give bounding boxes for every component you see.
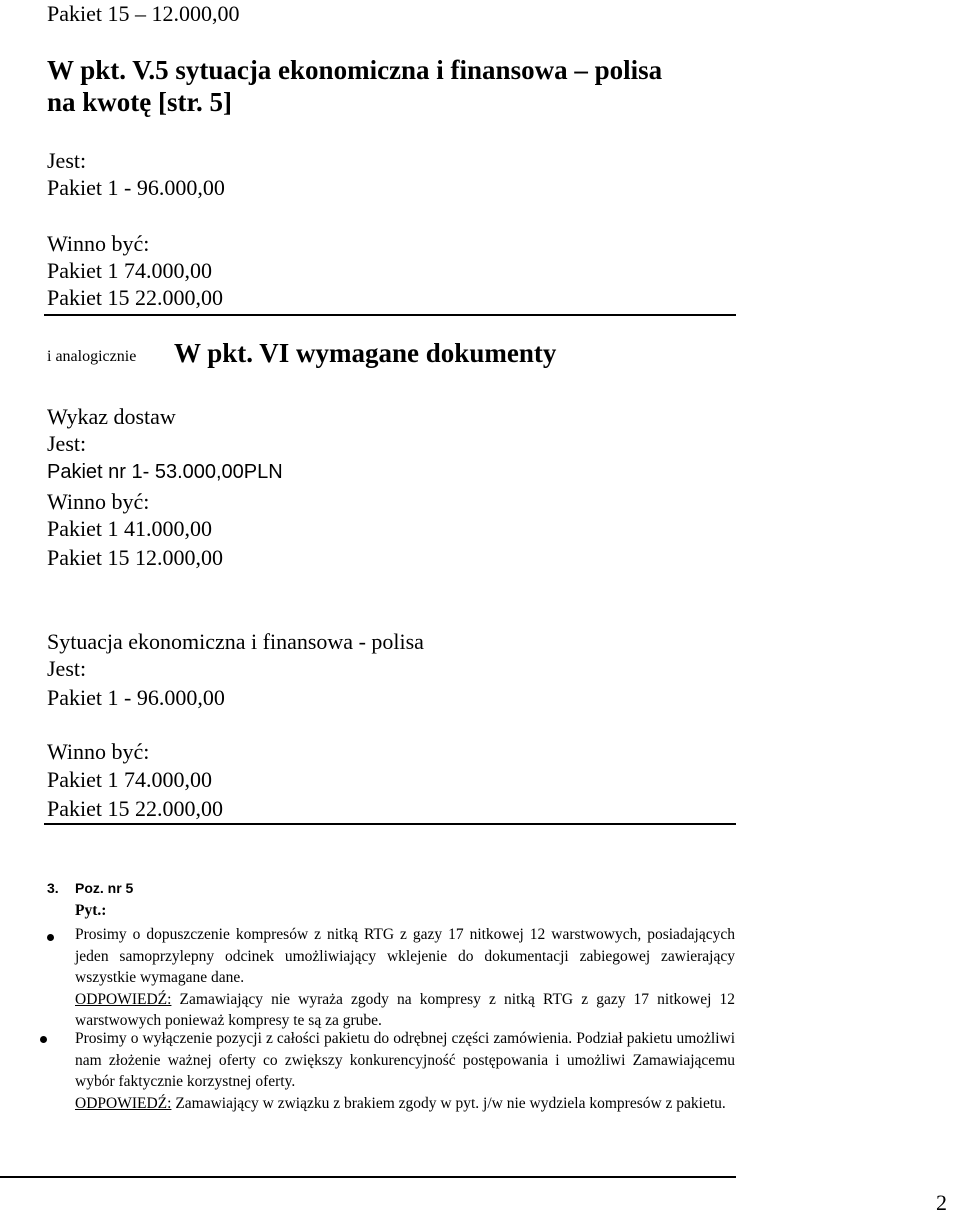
question-item-1-answer: Zamawiający nie wyraża zgody na kompresy z nitką RTG z gazy 17 nitkowej 12 warstwowych ponieważ kompresy te są za grube. xyxy=(75,990,736,1029)
question-item-1-text: Prosimy o dopuszczenie kompresów z nitką RTG z gazy 17 nitkowej 12 warstwowych, posiadających jeden samoprzylepny odcinek umożliwiający wklejenie do dokumentacji zabiegowej zawierający wszystkie wymagane dane. xyxy=(75,926,735,986)
section-polisa-winno-value-1: Pakiet 1 74.000,00 xyxy=(47,767,212,792)
question-item-2 xyxy=(75,1028,735,1114)
section-v5-jest: Jest: xyxy=(47,148,87,173)
divider-rule xyxy=(44,823,736,825)
section-v5-heading-line2: na kwotę [str. 5] xyxy=(47,87,232,117)
section-vi-winno-value-2: Pakiet 15 12.000,00 xyxy=(47,545,223,570)
section-v5-winno: Winno być: xyxy=(47,231,150,256)
footer-rule xyxy=(0,1176,736,1178)
question-item-2-text: Prosimy o wyłączenie pozycji z całości pakietu do odrębnej części zamówienia. Podział pakietu umożliwi nam złożenie ważnej oferty co zwiększy konkurencyjność postępowania i umożliwi Zamawiającemu wybór faktycznie korzystnej oferty. xyxy=(75,1030,735,1090)
question-item-2-answer: Zamawiający w związku z brakiem zgody w pyt. j/w nie wydziela kompresów z pakietu. xyxy=(175,1094,726,1112)
answer-label: ODPOWIEDŹ: xyxy=(75,1094,172,1112)
question-position: Poz. nr 5 xyxy=(75,880,134,896)
section-v5-heading-line1: W pkt. V.5 sytuacja ekonomiczna i finansowa – polisa xyxy=(47,55,663,85)
section-vi-subtitle: Wykaz dostaw xyxy=(47,404,176,429)
question-item-1 xyxy=(75,924,735,1032)
section-vi-prefix: i analogicznie xyxy=(47,348,137,365)
section-polisa-subtitle: Sytuacja ekonomiczna i finansowa - polisa xyxy=(47,629,424,654)
section-polisa-jest: Jest: xyxy=(47,656,87,681)
page-number: 2 xyxy=(936,1190,947,1215)
section-vi-winno: Winno być: xyxy=(47,489,150,514)
top-line: Pakiet 15 – 12.000,00 xyxy=(47,1,240,26)
question-label: Pyt.: xyxy=(75,902,107,919)
section-vi-heading: W pkt. VI wymagane dokumenty xyxy=(174,338,557,368)
section-v5-winno-value-2: Pakiet 15 22.000,00 xyxy=(47,285,223,310)
section-polisa-winno-value-2: Pakiet 15 22.000,00 xyxy=(47,796,223,821)
section-v5-winno-value-1: Pakiet 1 74.000,00 xyxy=(47,258,212,283)
divider-rule xyxy=(44,314,736,316)
answer-label: ODPOWIEDŹ: xyxy=(75,990,172,1008)
question-number: 3. xyxy=(47,880,59,896)
section-polisa-winno: Winno być: xyxy=(47,739,150,764)
section-vi-winno-value-1: Pakiet 1 41.000,00 xyxy=(47,516,212,541)
section-vi-jest-value: Pakiet nr 1- 53.000,00PLN xyxy=(47,461,283,483)
bullet-icon xyxy=(40,1036,47,1043)
section-vi-jest: Jest: xyxy=(47,431,87,456)
bullet-icon xyxy=(47,934,54,941)
section-v5-jest-value: Pakiet 1 - 96.000,00 xyxy=(47,175,225,200)
section-polisa-jest-value: Pakiet 1 - 96.000,00 xyxy=(47,685,225,710)
